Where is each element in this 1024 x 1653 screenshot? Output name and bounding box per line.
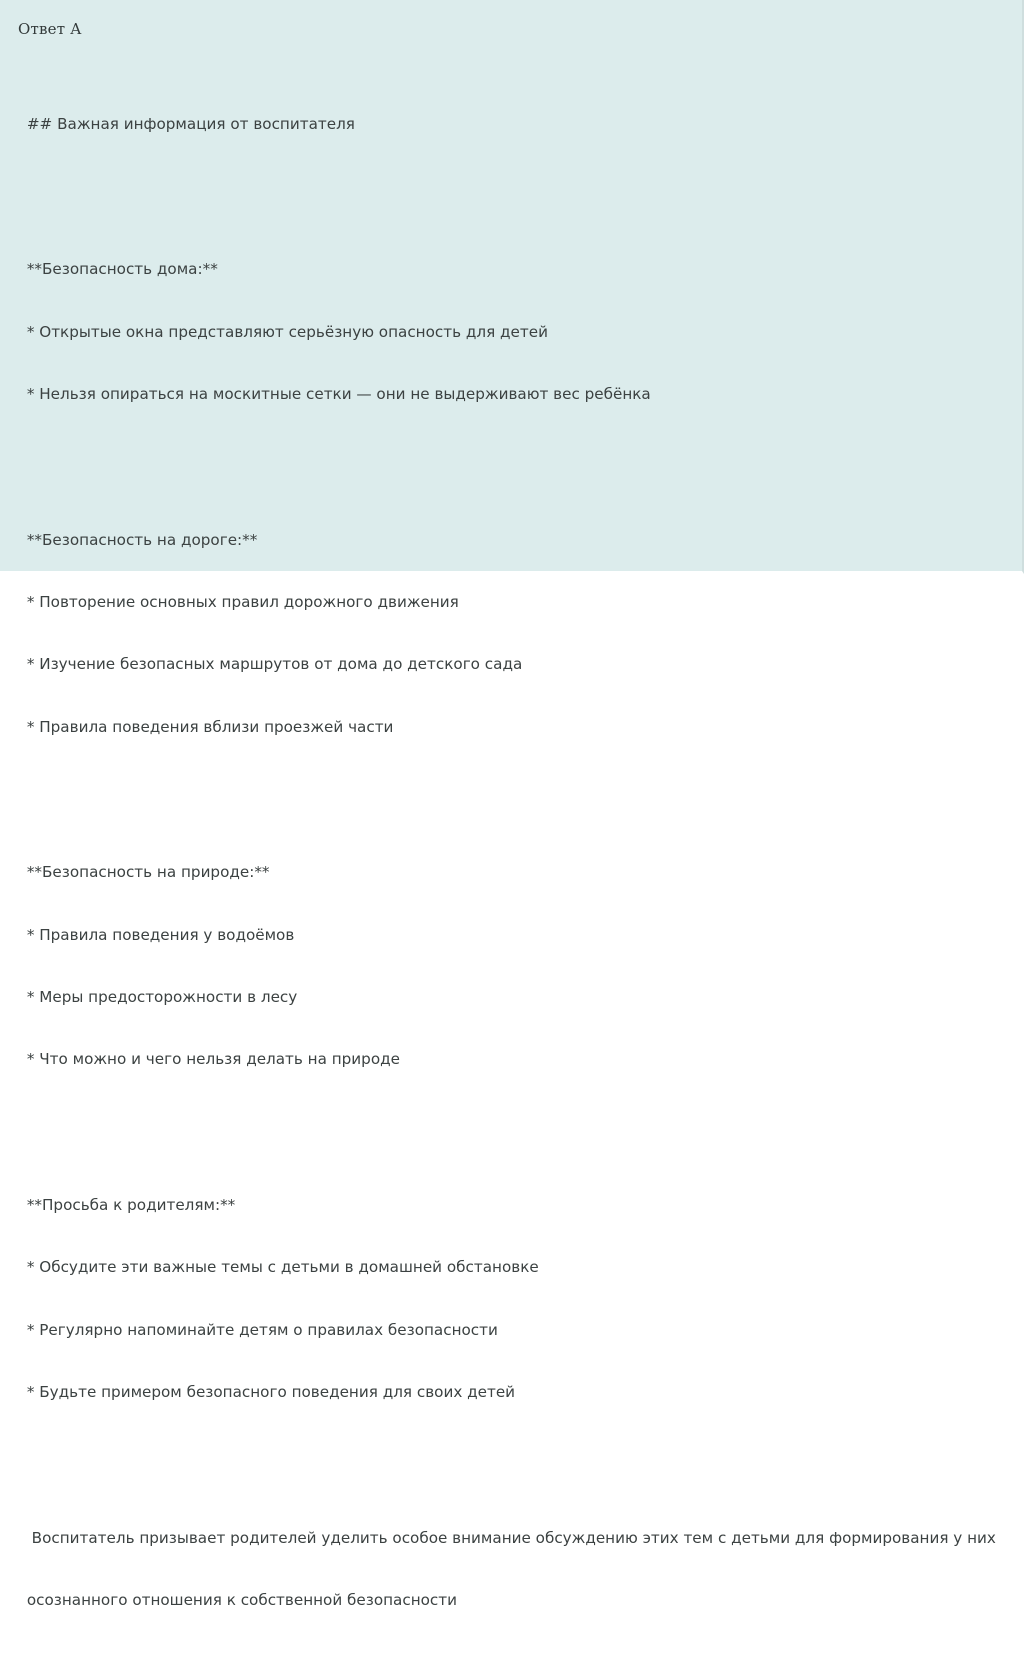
list-item: * Обсудите эти важные темы с детьми в домашней обстановке bbox=[22, 1258, 539, 1277]
section-title-parents: **Просьба к родителям:** bbox=[22, 1196, 236, 1215]
spacer bbox=[22, 1445, 1012, 1466]
slide-body bbox=[22, 72, 1012, 1653]
spacer bbox=[22, 779, 1012, 800]
list-item: * Что можно и чего нельзя делать на природе bbox=[22, 1050, 400, 1069]
section-title-home: **Безопасность дома:** bbox=[22, 260, 218, 279]
list-item: * Правила поведения у водоёмов bbox=[22, 925, 295, 944]
closing-line: Воспитатель призывает родителей уделить особое внимание обсуждению этих тем с детьми для формирования у них bbox=[22, 1528, 996, 1547]
list-item: * Правила поведения вблизи проезжей части bbox=[22, 717, 394, 736]
list-item: * Открытые окна представляют серьёзную опасность для детей bbox=[22, 322, 548, 341]
spacer bbox=[22, 446, 1012, 467]
spacer bbox=[22, 1112, 1012, 1133]
section-title-road: **Безопасность на дороге:** bbox=[22, 530, 258, 549]
closing-line: осознанного отношения к собственной безопасности bbox=[22, 1591, 457, 1610]
list-item: * Повторение основных правил дорожного движения bbox=[22, 592, 459, 611]
slide-heading: Ответ А bbox=[18, 20, 82, 38]
list-item: * Нельзя опираться на москитные сетки — они не выдерживают вес ребёнка bbox=[22, 384, 651, 403]
list-item: * Меры предосторожности в лесу bbox=[22, 988, 298, 1007]
list-item: * Изучение безопасных маршрутов от дома до детского сада bbox=[22, 655, 523, 674]
list-item: * Регулярно напоминайте детям о правилах безопасности bbox=[22, 1320, 498, 1339]
section-title-main: ## Важная информация от воспитателя bbox=[22, 114, 355, 133]
spacer bbox=[22, 176, 1012, 197]
section-title-nature: **Безопасность на природе:** bbox=[22, 863, 270, 882]
list-item: * Будьте примером безопасного поведения для своих детей bbox=[22, 1383, 516, 1402]
